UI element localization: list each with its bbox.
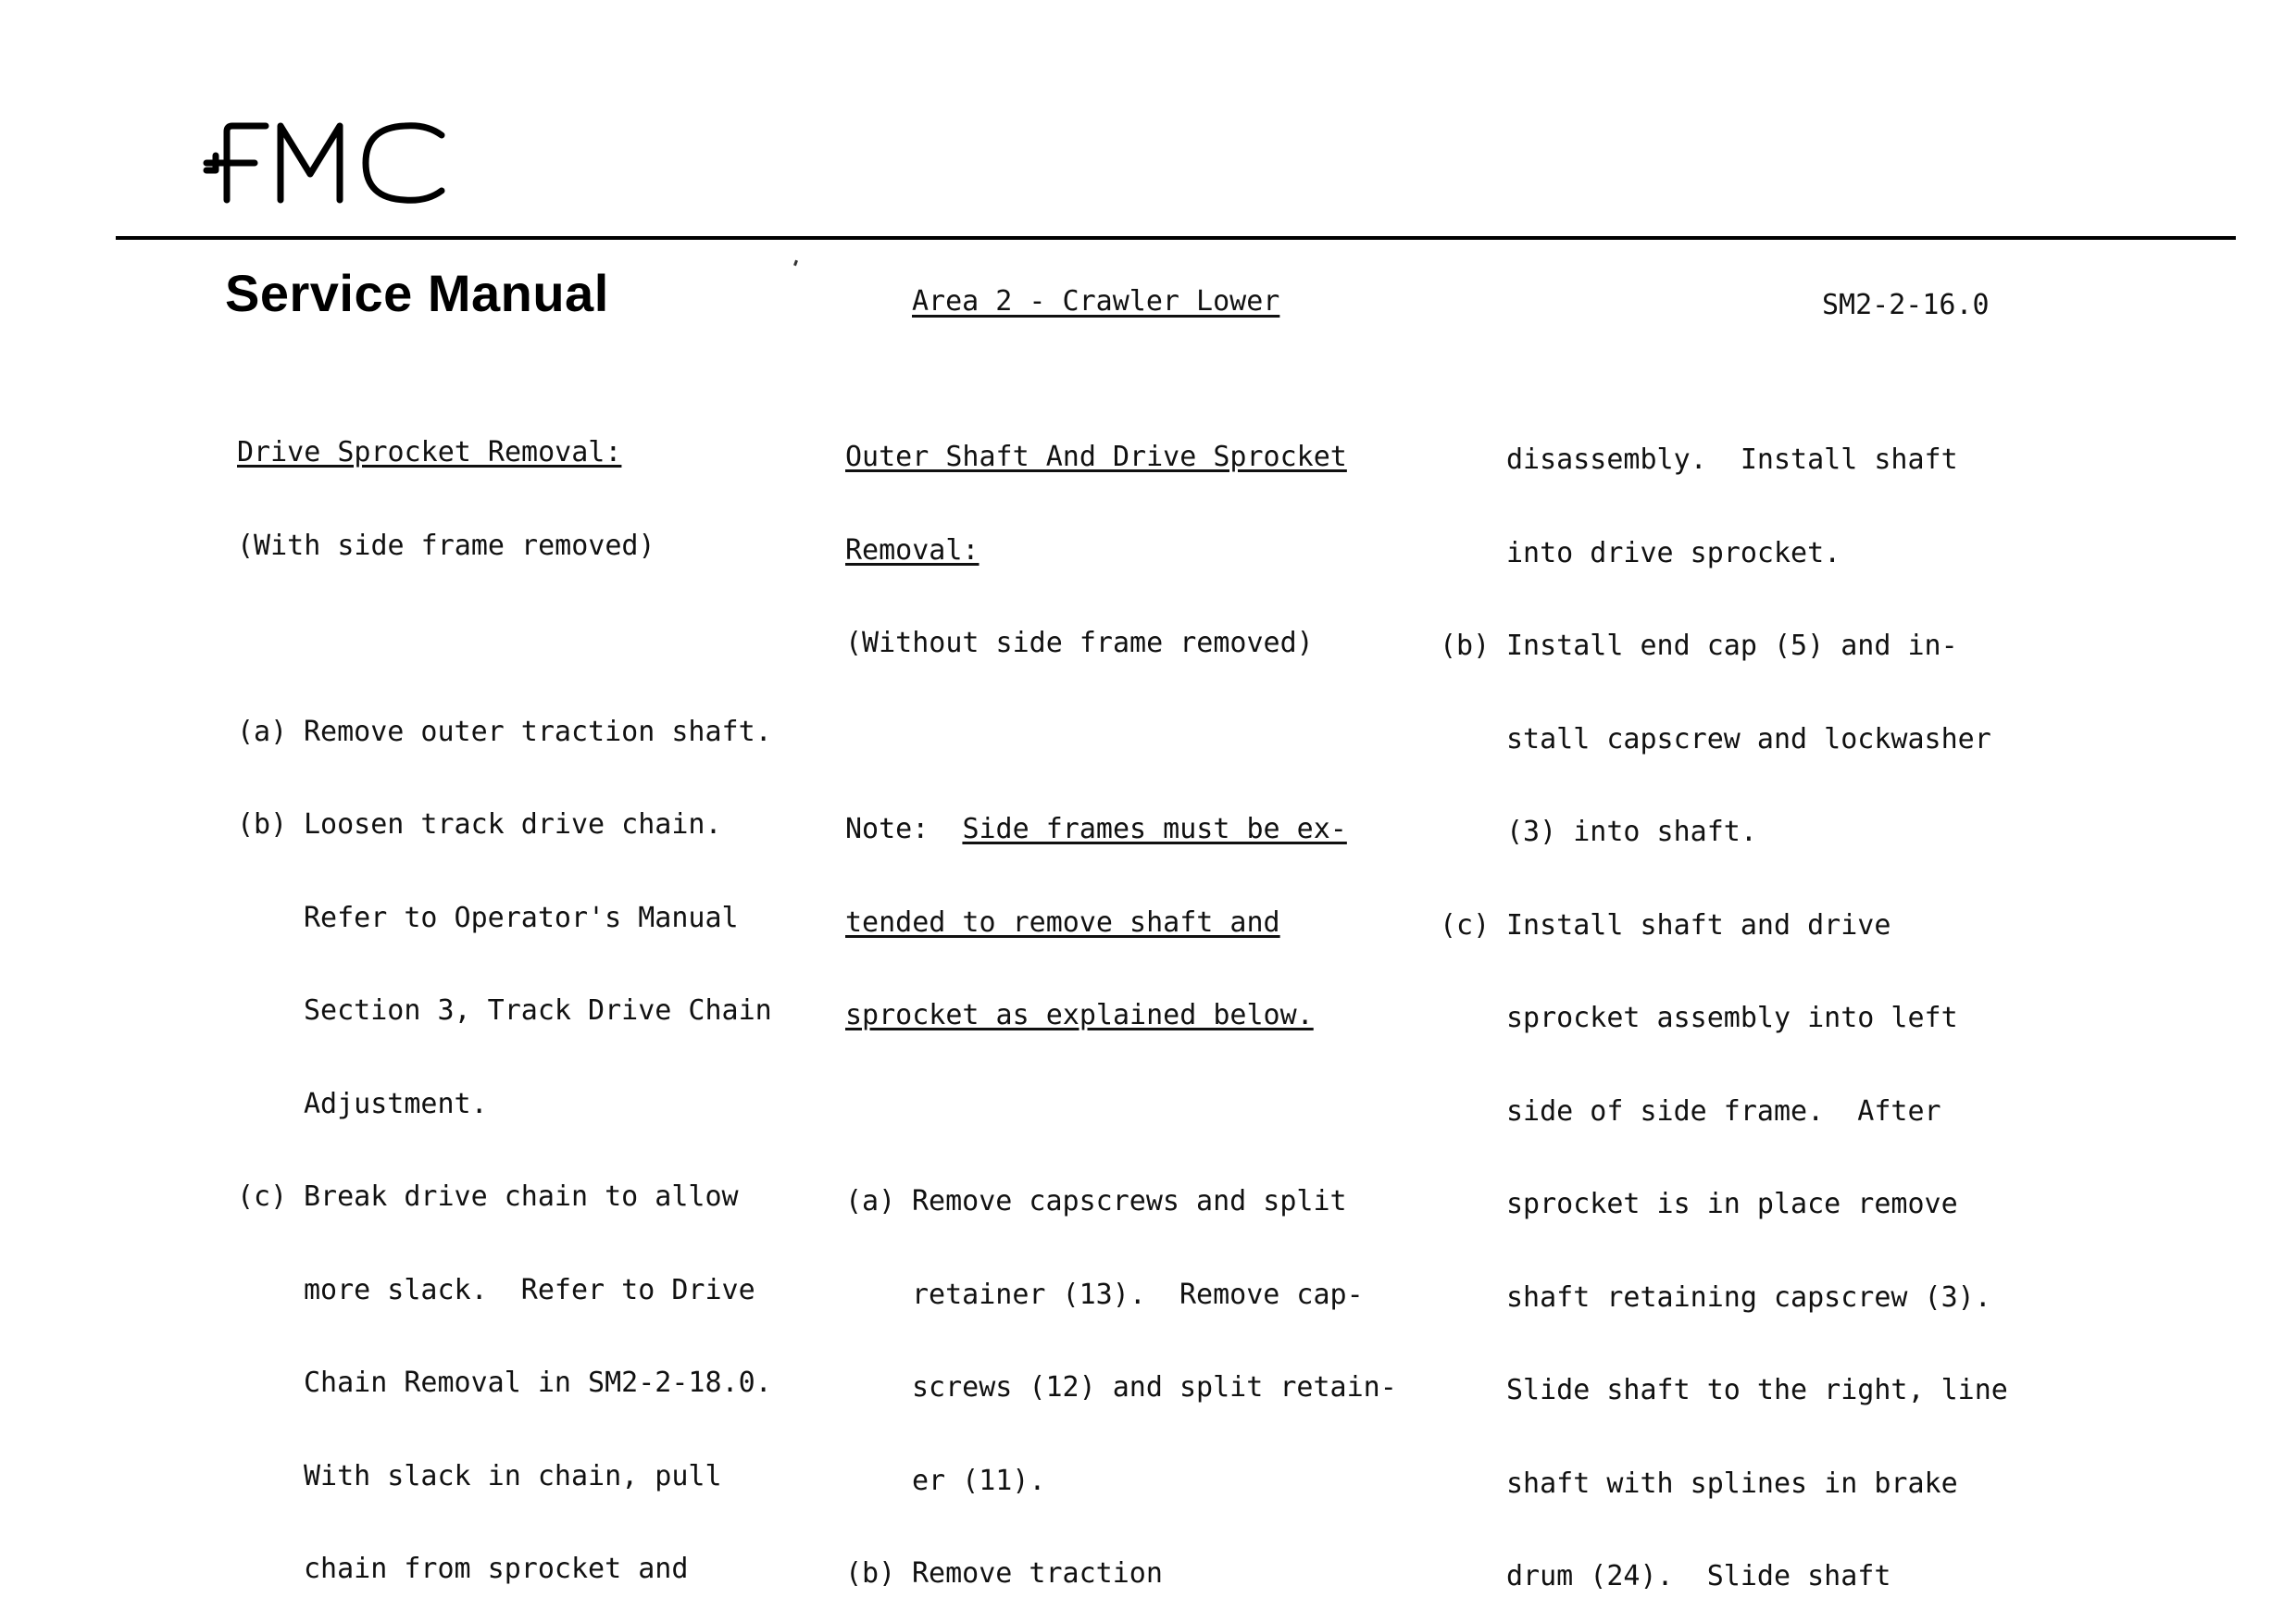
step-c-text: Slide shaft to the right, line [1506,1374,2008,1406]
step-b-text: stall capscrew and lockwasher [1506,722,1991,755]
step-a: (a) Remove outer traction shaft. [237,715,772,748]
step-c-text: more slack. Refer to Drive [304,1273,755,1306]
section-heading: Drive Sprocket Removal: [237,436,622,468]
column-3 [1440,382,2008,1623]
step-b: (b) Loosen track drive chain. [237,808,722,841]
step-a-continued: into drive sprocket. [1506,536,1841,569]
section-heading: Removal: [845,533,980,567]
scan-speck [793,260,798,267]
note: Note: Side frames must be ex- [845,813,1347,845]
step-c-text: Chain Removal in SM2-2-18.0. [304,1367,772,1399]
step-c: (c) Break drive chain to allow [237,1180,739,1213]
document-number: SM2-2-16.0 [1822,289,1990,321]
step-c-text: drum (24). Slide shaft [1506,1560,1891,1592]
step-a: (a) Remove capscrews and split [845,1185,1347,1217]
note-text: tended to remove shaft and [845,905,1280,939]
step-c-text: sprocket is in place remove [1506,1188,1958,1220]
page-title: Service Manual [225,264,609,322]
area-heading: Area 2 - Crawler Lower [912,285,1280,318]
step-a-text: er (11). [912,1464,1046,1497]
step-b-text: (3) into shaft. [1506,816,1757,848]
step-c-text: shaft retaining capscrew (3). [1506,1280,1991,1314]
section-subheading: (Without side frame removed) [845,627,1314,659]
column-1 [237,375,772,1616]
step-b-text: Section 3, Track Drive Chain [304,994,772,1027]
header-rule [116,236,2236,240]
step-c-text: shaft with splines in brake [1506,1467,1958,1500]
step-a-continued: disassembly. Install shaft [1506,443,1958,476]
step-c-text: chain from sprocket and [304,1553,689,1585]
step-c: (c) Install shaft and drive [1440,908,1891,942]
section-subheading: (With side frame removed) [237,529,655,562]
step-a-text: screws (12) and split retain- [912,1371,1397,1404]
step-b-text: Adjustment. [304,1087,488,1120]
step-c-text: sprocket assembly into left [1506,1002,1958,1034]
note-text: sprocket as explained below. [845,999,1314,1031]
step-b-text: Refer to Operator's Manual [304,901,739,934]
step-a-text: retainer (13). Remove cap- [912,1278,1364,1311]
section-heading: Outer Shaft And Drive Sprocket [845,441,1347,473]
step-c-text: side of side frame. After [1506,1094,1941,1128]
column-2 [845,380,1397,1620]
fmc-logo [199,119,468,207]
step-c-text: With slack in chain, pull [304,1459,722,1492]
step-b: (b) Remove traction [845,1557,1163,1590]
step-b: (b) Install end cap (5) and in- [1440,630,1958,662]
